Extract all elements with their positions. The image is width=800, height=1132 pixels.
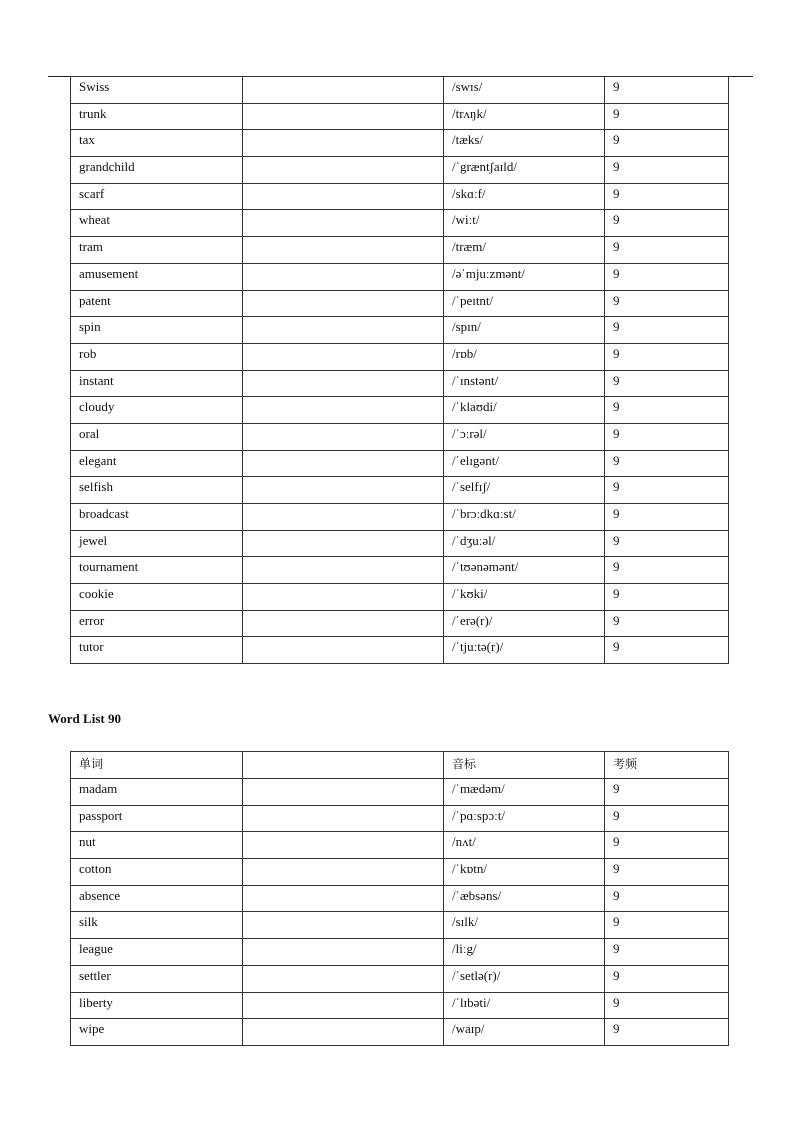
cell-frequency: 9 [605,370,729,397]
cell-phonetic: /rɒb/ [444,343,605,370]
cell-word: cookie [71,584,243,611]
table-row [71,157,729,184]
table-row [71,130,729,157]
cell-meaning [243,317,444,344]
table-row [71,317,729,344]
cell-word: instant [71,370,243,397]
cell-phonetic: /ˈtʊənəmənt/ [444,557,605,584]
cell-meaning [243,992,444,1019]
header-frequency: 考频 [605,752,729,779]
cell-frequency: 9 [605,504,729,531]
cell-phonetic: /ˈæbsəns/ [444,885,605,912]
cell-frequency: 9 [605,779,729,806]
table-row [71,610,729,637]
cell-meaning [243,343,444,370]
cell-meaning [243,832,444,859]
table-row [71,370,729,397]
table-row [71,397,729,424]
cell-meaning [243,637,444,664]
cell-word: tutor [71,637,243,664]
cell-frequency: 9 [605,1019,729,1046]
table-row [71,912,729,939]
cell-word: nut [71,832,243,859]
table-row [71,477,729,504]
cell-frequency: 9 [605,77,729,104]
cell-phonetic: /ˈlɪbəti/ [444,992,605,1019]
cell-phonetic: /ˈpɑːspɔːt/ [444,805,605,832]
cell-meaning [243,859,444,886]
table-row [71,859,729,886]
cell-frequency: 9 [605,263,729,290]
table-row [71,557,729,584]
cell-word: patent [71,290,243,317]
cell-meaning [243,130,444,157]
cell-phonetic: /nʌt/ [444,832,605,859]
cell-frequency: 9 [605,157,729,184]
cell-word: passport [71,805,243,832]
cell-phonetic: /ˈkɒtn/ [444,859,605,886]
cell-word: cotton [71,859,243,886]
cell-meaning [243,912,444,939]
cell-meaning [243,183,444,210]
cell-word: spin [71,317,243,344]
cell-word: liberty [71,992,243,1019]
cell-phonetic: /sɪlk/ [444,912,605,939]
table-row [71,992,729,1019]
table-body [71,752,729,1046]
cell-meaning [243,157,444,184]
cell-meaning [243,103,444,130]
table-row [71,210,729,237]
cell-phonetic: /ˈklaʊdi/ [444,397,605,424]
table-row [71,450,729,477]
table-row [71,263,729,290]
cell-frequency: 9 [605,610,729,637]
header-phonetic: 音标 [444,752,605,779]
cell-word: league [71,939,243,966]
cell-meaning [243,779,444,806]
table-body [71,77,729,664]
cell-word: cloudy [71,397,243,424]
cell-phonetic: /skɑːf/ [444,183,605,210]
word-table-90 [70,751,729,1046]
cell-phonetic: /ˈdʒuːəl/ [444,530,605,557]
cell-phonetic: /tæks/ [444,130,605,157]
cell-phonetic: /swɪs/ [444,77,605,104]
table-row [71,939,729,966]
cell-frequency: 9 [605,584,729,611]
table-row [71,290,729,317]
cell-meaning [243,1019,444,1046]
table-row [71,237,729,264]
cell-word: Swiss [71,77,243,104]
table-row [71,885,729,912]
cell-meaning [243,290,444,317]
cell-word: tax [71,130,243,157]
header-word: 单词 [71,752,243,779]
cell-word: grandchild [71,157,243,184]
table-row [71,779,729,806]
cell-frequency: 9 [605,343,729,370]
cell-meaning [243,397,444,424]
table-row [71,965,729,992]
cell-meaning [243,939,444,966]
table-row [71,423,729,450]
cell-frequency: 9 [605,103,729,130]
cell-frequency: 9 [605,965,729,992]
cell-meaning [243,450,444,477]
cell-meaning [243,237,444,264]
cell-phonetic: /ˈsetlə(r)/ [444,965,605,992]
cell-meaning [243,557,444,584]
cell-word: tournament [71,557,243,584]
table-row [71,805,729,832]
cell-phonetic: /spɪn/ [444,317,605,344]
table-row [71,1019,729,1046]
cell-frequency: 9 [605,992,729,1019]
cell-phonetic: /liːg/ [444,939,605,966]
table-row [71,584,729,611]
cell-meaning [243,965,444,992]
cell-phonetic: /ˈelɪgənt/ [444,450,605,477]
cell-word: wipe [71,1019,243,1046]
table-row [71,103,729,130]
cell-frequency: 9 [605,183,729,210]
word-table-89 [70,76,729,664]
header-meaning [243,752,444,779]
table-row [71,637,729,664]
cell-meaning [243,584,444,611]
cell-meaning [243,530,444,557]
cell-word: rob [71,343,243,370]
cell-word: amusement [71,263,243,290]
table-row [71,343,729,370]
cell-phonetic: /ˈerə(r)/ [444,610,605,637]
cell-word: broadcast [71,504,243,531]
cell-phonetic: /ˈkʊki/ [444,584,605,611]
cell-word: madam [71,779,243,806]
cell-word: elegant [71,450,243,477]
table-row [71,832,729,859]
cell-frequency: 9 [605,317,729,344]
cell-frequency: 9 [605,885,729,912]
cell-word: oral [71,423,243,450]
cell-frequency: 9 [605,530,729,557]
cell-word: error [71,610,243,637]
cell-phonetic: /waɪp/ [444,1019,605,1046]
cell-meaning [243,263,444,290]
cell-meaning [243,423,444,450]
cell-frequency: 9 [605,130,729,157]
cell-frequency: 9 [605,859,729,886]
cell-phonetic: /əˈmjuːzmənt/ [444,263,605,290]
table-header-row [71,752,729,779]
word-list-heading: Word List 90 [48,711,121,726]
cell-phonetic: /træm/ [444,237,605,264]
cell-frequency: 9 [605,912,729,939]
cell-phonetic: /trʌŋk/ [444,103,605,130]
cell-meaning [243,477,444,504]
cell-word: wheat [71,210,243,237]
cell-frequency: 9 [605,290,729,317]
cell-phonetic: /ˈmædəm/ [444,779,605,806]
cell-word: trunk [71,103,243,130]
cell-word: silk [71,912,243,939]
cell-frequency: 9 [605,805,729,832]
cell-meaning [243,504,444,531]
cell-frequency: 9 [605,557,729,584]
cell-meaning [243,610,444,637]
table-row [71,530,729,557]
cell-frequency: 9 [605,477,729,504]
cell-frequency: 9 [605,237,729,264]
table-row [71,77,729,104]
cell-phonetic: /ˈtjuːtə(r)/ [444,637,605,664]
cell-word: settler [71,965,243,992]
cell-meaning [243,210,444,237]
cell-meaning [243,885,444,912]
cell-phonetic: /ˈpeɪtnt/ [444,290,605,317]
cell-meaning [243,805,444,832]
cell-frequency: 9 [605,423,729,450]
table-row [71,504,729,531]
cell-word: scarf [71,183,243,210]
cell-frequency: 9 [605,210,729,237]
cell-word: tram [71,237,243,264]
cell-frequency: 9 [605,397,729,424]
cell-word: jewel [71,530,243,557]
cell-meaning [243,370,444,397]
cell-meaning [243,77,444,104]
cell-phonetic: /wiːt/ [444,210,605,237]
cell-word: absence [71,885,243,912]
cell-frequency: 9 [605,832,729,859]
table-row [71,183,729,210]
cell-frequency: 9 [605,939,729,966]
cell-phonetic: /ˈgræntʃaɪld/ [444,157,605,184]
cell-phonetic: /ˈɪnstənt/ [444,370,605,397]
cell-word: selfish [71,477,243,504]
cell-phonetic: /ˈselfɪʃ/ [444,477,605,504]
cell-frequency: 9 [605,637,729,664]
cell-phonetic: /ˈɔːrəl/ [444,423,605,450]
cell-frequency: 9 [605,450,729,477]
cell-phonetic: /ˈbrɔːdkɑːst/ [444,504,605,531]
